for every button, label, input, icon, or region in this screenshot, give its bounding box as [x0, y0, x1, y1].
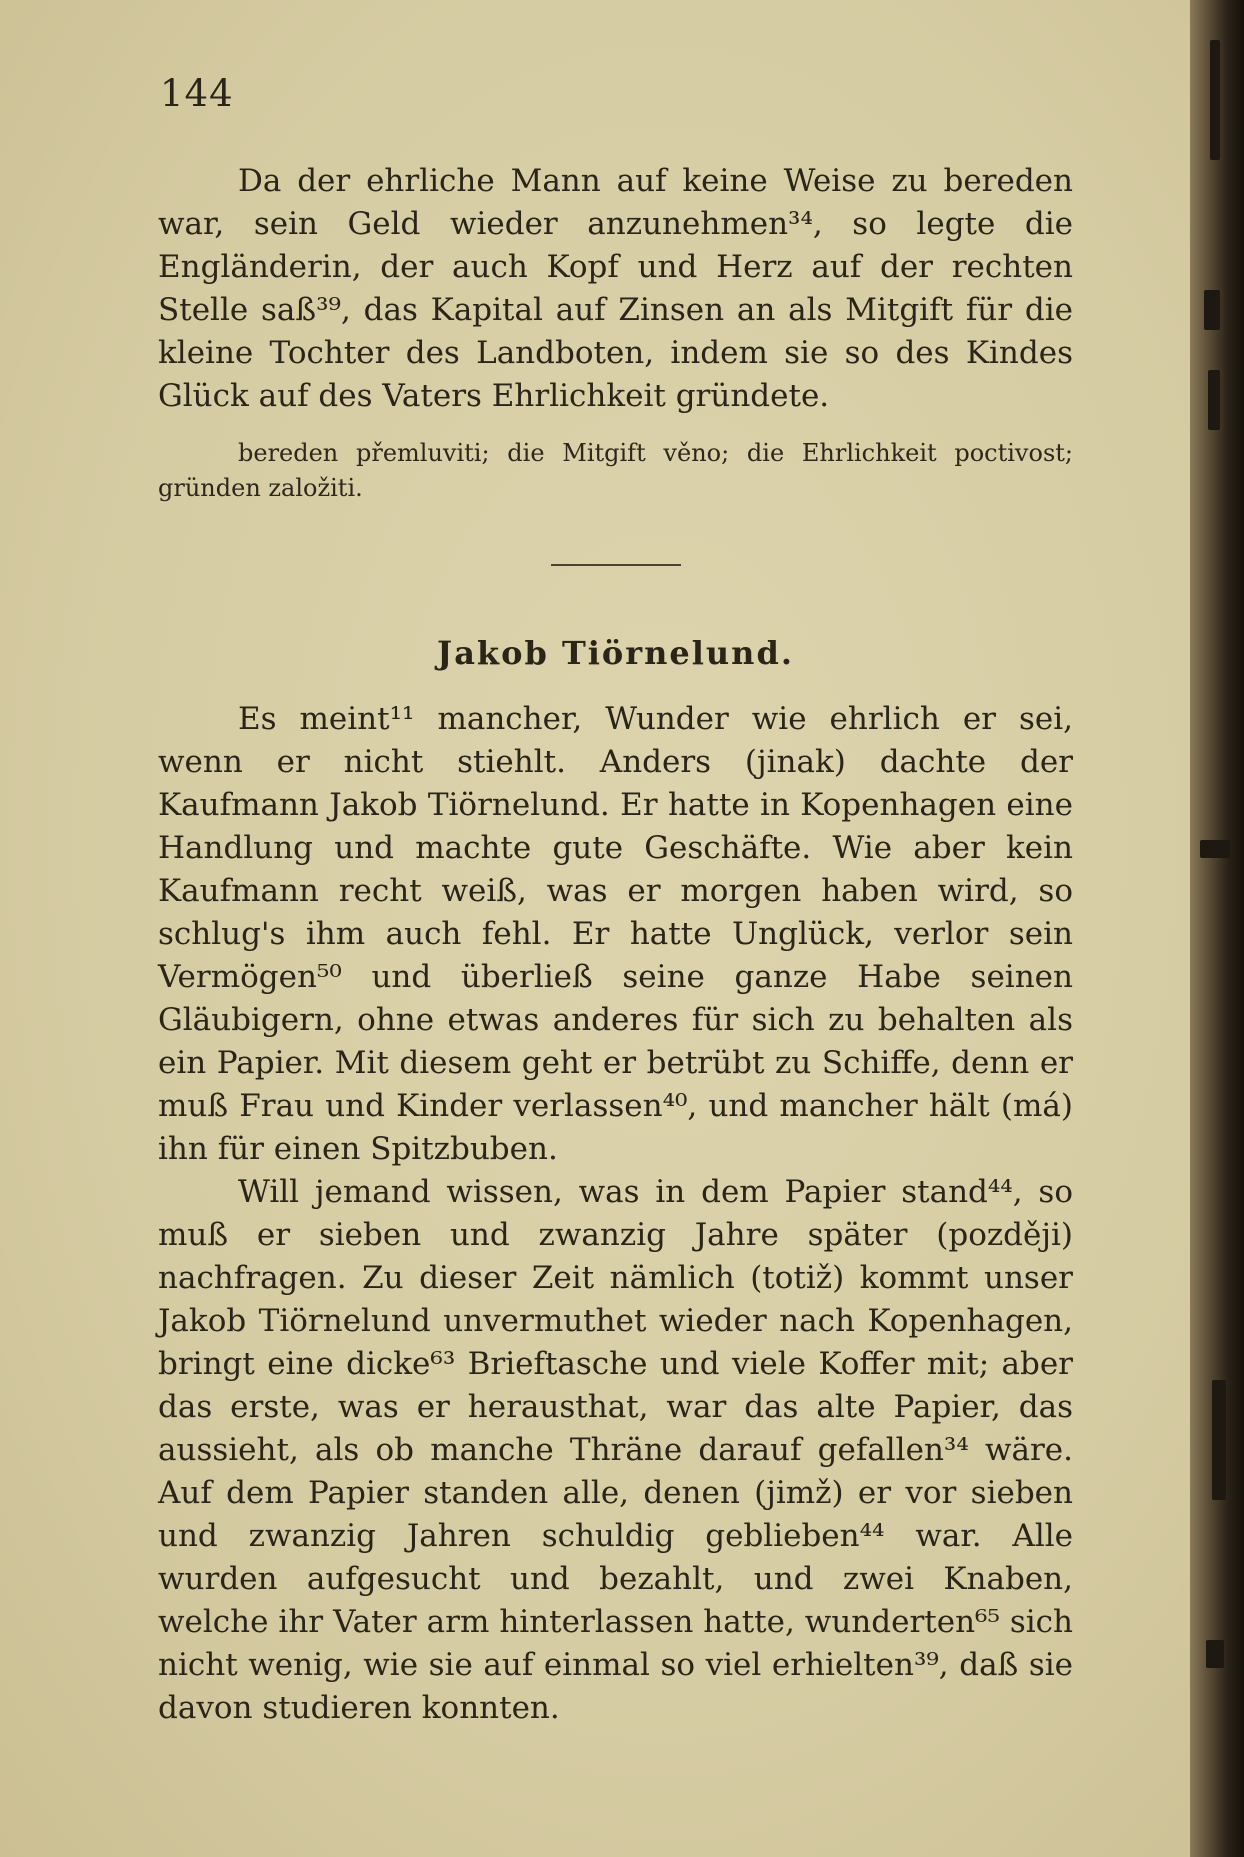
page-number: 144 [160, 72, 234, 115]
binding-mark [1212, 1380, 1226, 1500]
story-paragraph: Will jemand wissen, was in dem Papier stand⁴⁴, so muß er sieben und zwanzig Jahre später (později) nachfragen. Zu dieser Zeit nämlich (totiž) kommt unser Jakob Tiörnelund unvermuthet wieder nach Kopenhagen, bringt eine dicke⁶³ Brieftasche und viele Koffer mit; aber das erste, was er herausthat, war das alte Papier, das aussieht, als ob manche Thräne darauf gefallen³⁴ wäre. Auf dem Papier standen alle, denen (jimž) er vor sieben und zwanzig Jahren schuldig geblieben⁴⁴ war. Alle wurden aufgesucht und bezahlt, und zwei Knaben, welche ihr Vater arm hinterlassen hatte, wunderten⁶⁵ sich nicht wenig, wie sie auf einmal so viel erhielten³⁹, daß sie davon studieren konnten. [158, 1174, 1073, 1726]
binding-mark [1210, 40, 1220, 160]
page-text [158, 160, 1073, 1730]
section-divider [551, 564, 681, 566]
binding-mark [1204, 290, 1220, 330]
story-paragraph: Es meint¹¹ mancher, Wunder wie ehrlich er sei, wenn er nicht stiehlt. Anders (jinak) dachte der Kaufmann Jakob Tiörnelund. Er hatte in Kopenhagen eine Handlung und machte gute Geschäfte. Wie aber kein Kaufmann recht weiß, was er morgen haben wird, so schlug's ihm auch fehl. Er hatte Unglück, verlor sein Vermögen⁵⁰ und überließ seine ganze Habe seinen Gläubigern, ohne etwas anderes für sich zu behalten als ein Papier. Mit diesem geht er betrübt zu Schiffe, denn er muß Frau und Kinder verlassen⁴⁰, und mancher hält (má) ihn für einen Spitzbuben. [158, 701, 1073, 1167]
story-title: Jakob Tiörnelund. [437, 634, 794, 672]
book-binding-edge [1190, 0, 1244, 1857]
binding-mark [1200, 840, 1230, 858]
vocabulary-note: bereden přemluviti; die Mitgift věno; die Ehrlichkeit poctivost; gründen založiti. [158, 439, 1073, 502]
intro-paragraph: Da der ehrliche Mann auf keine Weise zu bereden war, sein Geld wieder anzunehmen³⁴, so legte die Engländerin, der auch Kopf und Herz auf der rechten Stelle saß³⁹, das Kapital auf Zinsen an als Mitgift für die kleine Tochter des Landboten, indem sie so des Kindes Glück auf des Vaters Ehrlichkeit gründete. [158, 163, 1073, 414]
binding-mark [1206, 1640, 1224, 1668]
binding-mark [1208, 370, 1220, 430]
